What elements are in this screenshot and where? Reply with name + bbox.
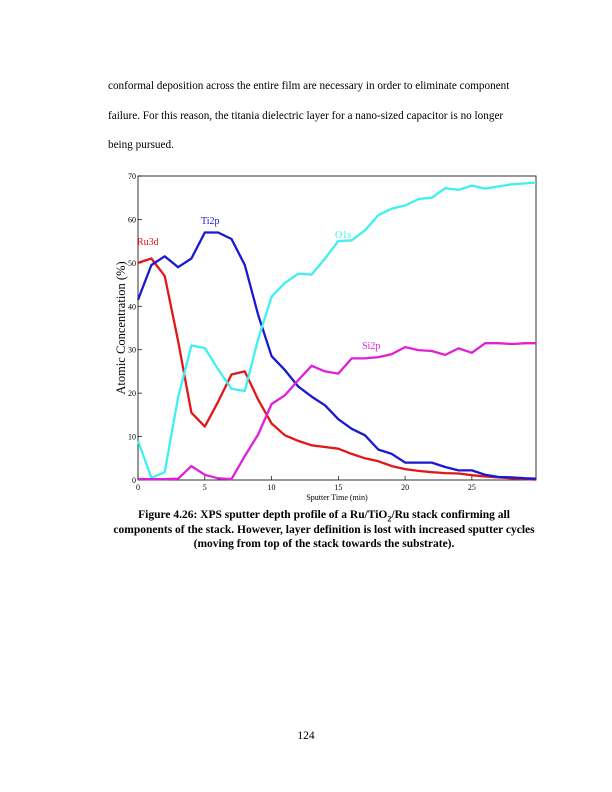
y-tick-label: 70 [128,172,136,181]
series-lines [138,183,536,480]
x-axis-label: Sputter Time (min) [306,493,368,502]
series-label-o1s: O1s [335,230,352,241]
series-line-si2p [138,343,536,479]
series-line-o1s [138,183,536,478]
y-tick-label: 10 [128,432,136,442]
page-number: 124 [297,730,315,742]
caption-subscript: 2 [387,514,392,524]
x-tick-label: 25 [467,483,476,492]
y-tick-label: 60 [128,215,136,225]
y-tick-label: 0 [132,476,136,485]
series-label-ti2p: Ti2p [201,216,220,227]
y-tick-label: 20 [128,389,136,399]
figure-caption [108,508,540,552]
x-tick-label: 5 [202,483,207,492]
x-tick-label: 15 [334,483,343,492]
body-line-3: being pursued. [108,139,174,151]
depth-profile-chart [110,168,550,508]
series-label-ru3d: Ru3d [137,237,159,248]
body-line-2: failure. For this reason, the titania dielectric layer for a nano-sized capacitor is no longer [108,110,504,122]
series-label-si2p: Si2p [362,341,381,352]
caption-text-1: Figure 4.26: XPS sputter depth profile of a Ru/TiO [138,509,388,521]
x-tick-label: 0 [136,483,140,492]
y-tick-label: 40 [128,302,136,312]
y-tick-label: 50 [128,258,136,268]
x-tick-label: 20 [401,483,410,492]
x-tick-label: 10 [267,483,276,492]
body-line-1: conformal deposition across the entire film are necessary in order to eliminate component [108,80,510,92]
y-tick-label: 30 [128,345,136,355]
series-line-ru3d [138,259,536,480]
series-line-ti2p [138,233,536,479]
caption-text-2: /Ru stack confirming all components of the stack. However, layer definition is lost with increased sputter cycles (moving from top of the stack towards the substrate). [113,509,535,550]
axis-ticks [128,172,476,492]
y-axis-label: Atomic Concentration (%) [114,261,128,395]
plot-frame [138,176,536,480]
